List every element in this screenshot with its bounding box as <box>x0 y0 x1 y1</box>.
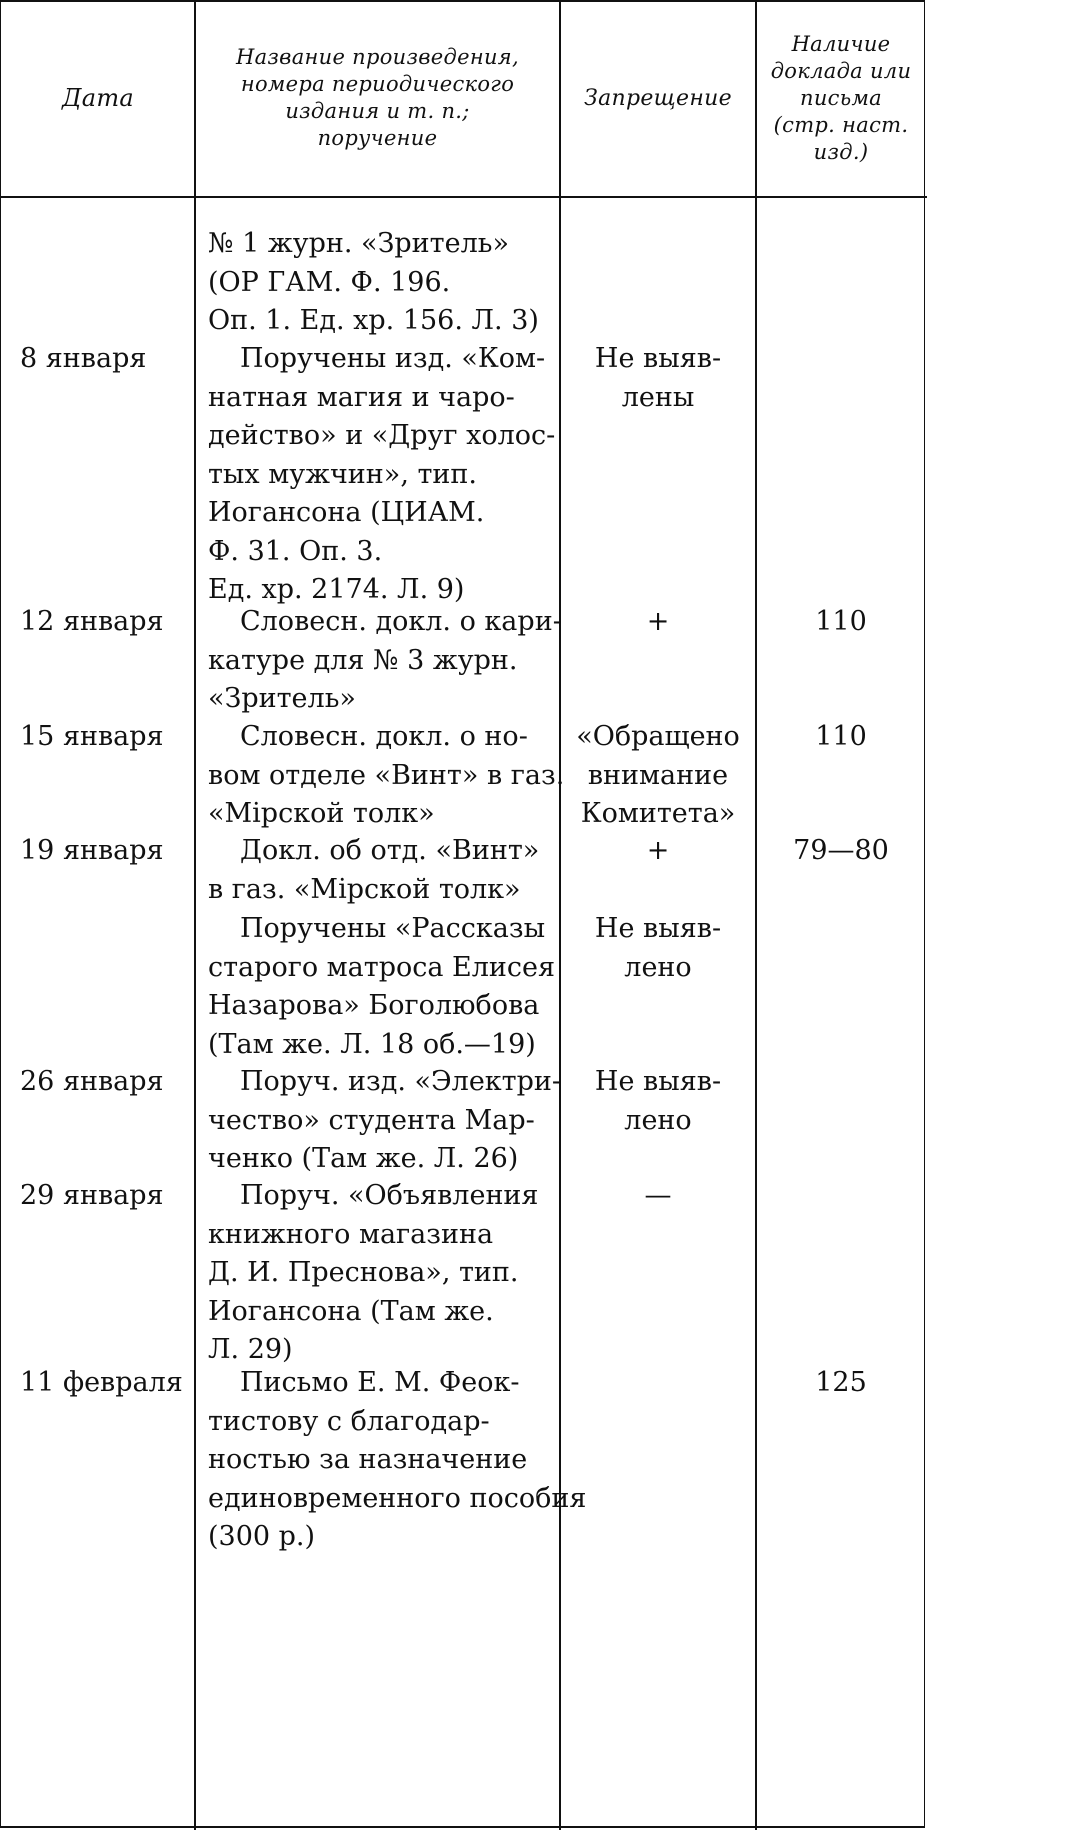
table-row-ref: 110 <box>815 606 867 637</box>
table-row-date: 11 февраля <box>20 1367 183 1398</box>
table-row-ban: + <box>646 835 670 866</box>
table-row-title: Поручены изд. «Ком- натная магия и чаро- действо» и «Друг холос- тых мужчин», тип. Иогансона (ЦИАМ. Ф. 31. Оп. 3. Ед. хр. 2174. Л. 9) <box>208 343 556 605</box>
column-divider <box>194 0 196 1830</box>
header-title-line: номера периодического <box>240 72 515 96</box>
header-ref-line: (стр. наст. <box>773 112 909 137</box>
table-row-ban: Не выяв- лено <box>594 1066 722 1136</box>
table-row-date: 29 января <box>20 1180 164 1211</box>
table-row-date: 19 января <box>20 835 164 866</box>
header-divider <box>0 196 927 198</box>
table-row-title: Поручены «Рассказы старого матроса Елисея Назарова» Боголюбова (Там же. Л. 18 об.—19) <box>208 913 556 1060</box>
table-row-ban: «Обращено внимание Комитета» <box>576 721 740 829</box>
table-row-ref: 110 <box>815 721 867 752</box>
column-divider <box>755 0 757 1830</box>
table-row-title: Докл. об отд. «Винт» в газ. «Мірской толк» <box>208 835 540 905</box>
header-ban: Запрещение <box>584 85 732 111</box>
table-row-date: 8 января <box>20 343 147 374</box>
header-ref-line: Наличие <box>791 31 891 56</box>
header-date: Дата <box>61 83 135 112</box>
table-row-title: Словесн. докл. о кари- катуре для № 3 журн. «Зритель» <box>208 606 562 714</box>
table-row-title: Поруч. изд. «Электри- чество» студента Мар- ченко (Там же. Л. 26) <box>208 1066 562 1174</box>
table-row-ban: Не выяв- лено <box>594 913 722 983</box>
table-row-title: Письмо Е. М. Феок- тистову с благодар- ностью за назначение единовременного пособия (300 р.) <box>208 1367 587 1552</box>
table-row-title: Поруч. «Объявления книжного магазина Д. И. Преснова», тип. Иогансона (Там же. Л. 29) <box>208 1180 539 1365</box>
header-ref-line: письма <box>800 85 882 110</box>
header-title-line: поручение <box>317 126 438 150</box>
table-row-title: № 1 журн. «Зритель» (ОР ГАМ. Ф. 196. Оп. 1. Ед. хр. 156. Л. 3) <box>208 228 539 336</box>
table-row-title: Словесн. докл. о но- вом отделе «Винт» в газ. «Мірской толк» <box>208 721 565 829</box>
table-row-ban: — <box>644 1180 672 1211</box>
header-title-line: Название произведения, <box>235 45 519 69</box>
header-ref <box>757 0 925 196</box>
header-ref-line: доклада или <box>770 58 912 83</box>
table-row-ref: 79—80 <box>793 835 889 866</box>
header-ref-line: изд.) <box>813 139 869 164</box>
table-row-date: 12 января <box>20 606 164 637</box>
header-title-line: издания и т. п.; <box>285 99 470 123</box>
header-title <box>196 0 559 196</box>
table-row-ref: 125 <box>815 1367 867 1398</box>
table-row-ban: + <box>646 606 670 637</box>
table-row-date: 26 января <box>20 1066 164 1097</box>
table-row-ban: Не выяв- лены <box>594 343 722 413</box>
table-row-date: 15 января <box>20 721 164 752</box>
